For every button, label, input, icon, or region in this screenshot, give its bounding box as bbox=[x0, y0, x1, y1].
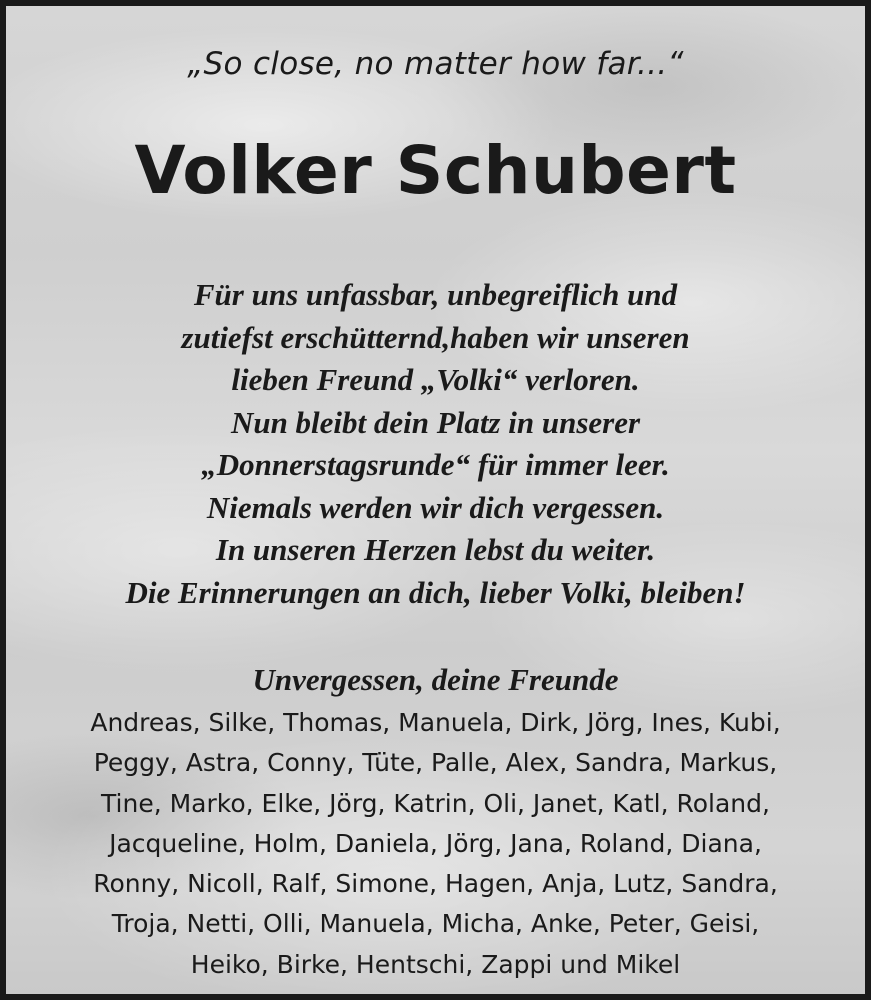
memorial-poem bbox=[6, 274, 865, 614]
poem-line: Niemals werden wir dich vergessen. bbox=[206, 489, 665, 525]
signoff-line: Unvergessen, deine Freunde bbox=[252, 662, 619, 697]
poem-line: Für uns unfassbar, unbegreiflich und bbox=[193, 277, 678, 312]
friends-list bbox=[6, 703, 865, 985]
friends-line: Tine, Marko, Elke, Jörg, Katrin, Oli, Janet, Katl, Roland, bbox=[101, 788, 770, 818]
friends-line: Peggy, Astra, Conny, Tüte, Palle, Alex, Sandra, Markus, bbox=[93, 748, 778, 778]
poem-line: „Donnerstagsrunde“ für immer leer. bbox=[201, 447, 670, 482]
deceased-name: Volker Schubert bbox=[134, 132, 737, 209]
friends-line: Heiko, Birke, Hentschi, Zappi und Mikel bbox=[190, 949, 681, 979]
poem-line: Die Erinnerungen an dich, lieber Volki, bleiben! bbox=[125, 574, 746, 610]
quote-line: „So close, no matter how far...“ bbox=[187, 46, 684, 82]
friends-line: Ronny, Nicoll, Ralf, Simone, Hagen, Anja, Lutz, Sandra, bbox=[93, 869, 778, 899]
friends-line: Troja, Netti, Olli, Manuela, Micha, Anke, Peter, Geisi, bbox=[111, 909, 760, 939]
poem-line: lieben Freund „Volki“ verloren. bbox=[231, 362, 640, 397]
poem-line: Nun bleibt dein Platz in unserer bbox=[230, 404, 641, 440]
friends-line: Jacqueline, Holm, Daniela, Jörg, Jana, Roland, Diana, bbox=[109, 828, 762, 858]
friends-line: Andreas, Silke, Thomas, Manuela, Dirk, Jörg, Ines, Kubi, bbox=[90, 708, 781, 737]
poem-line: zutiefst erschütternd,haben wir unseren bbox=[181, 319, 690, 355]
poem-line: In unseren Herzen lebst du weiter. bbox=[215, 532, 656, 567]
